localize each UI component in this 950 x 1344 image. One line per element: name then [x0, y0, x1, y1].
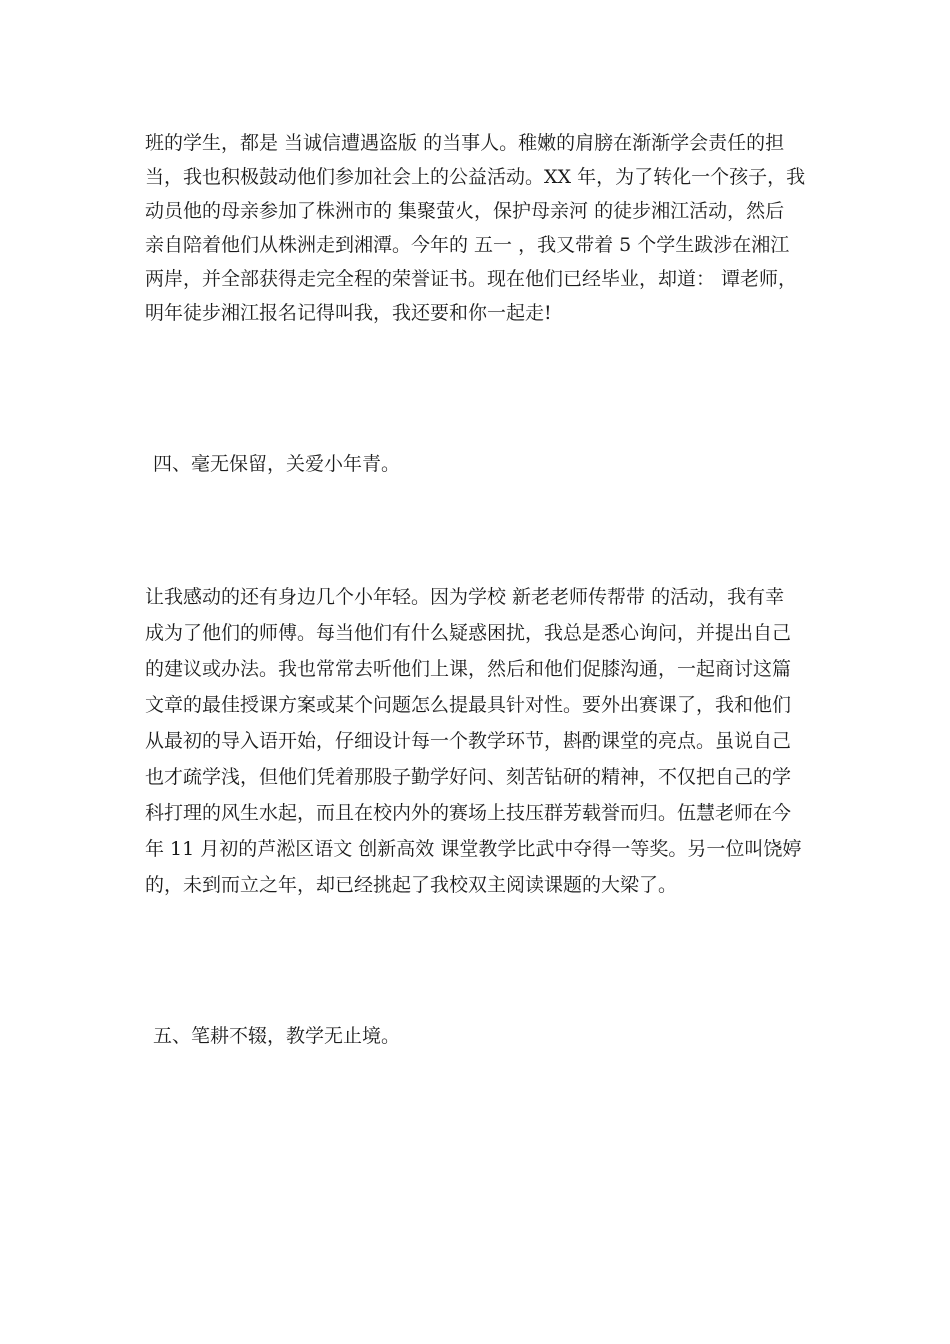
- paragraph-line: 明年徒步湘江报名记得叫我，我还要和你一起走!: [145, 302, 552, 324]
- section-heading-4: 四、毫无保留，关爱小年青。: [153, 453, 401, 475]
- section-heading-5: 五、笔耕不辍，教学无止境。: [153, 1025, 401, 1047]
- paragraph-line: 让我感动的还有身边几个小年轻。因为学校 新老老师传帮带 的活动，我有幸: [145, 586, 785, 608]
- paragraph-line: 班的学生，都是 当诚信遭遇盗版 的当事人。稚嫩的肩膀在渐渐学会责任的担: [145, 132, 785, 154]
- paragraph-line: 两岸，并全部获得走完全程的荣誉证书。现在他们已经毕业，却道： 谭老师，: [145, 268, 798, 290]
- paragraph-line: 亲自陪着他们从株洲走到湘潭。今年的 五一 ，我又带着 5 个学生跋涉在湘江: [145, 234, 790, 256]
- paragraph-line: 科打理的风生水起，而且在校内外的赛场上技压群芳载誉而归。伍慧老师在今: [145, 802, 792, 824]
- paragraph-line: 文章的最佳授课方案或某个问题怎么提最具针对性。要外出赛课了，我和他们: [145, 694, 792, 716]
- paragraph-line: 动员他的母亲参加了株洲市的 集聚萤火，保护母亲河 的徒步湘江活动，然后: [145, 200, 785, 222]
- paragraph-line: 年 11 月初的芦淞区语文 创新高效 课堂教学比武中夺得一等奖。另一位叫饶婷: [145, 838, 802, 860]
- paragraph-line: 成为了他们的师傅。每当他们有什么疑惑困扰，我总是悉心询问，并提出自己: [145, 622, 792, 644]
- paragraph-line: 的建议或办法。我也常常去听他们上课，然后和他们促膝沟通，一起商讨这篇: [145, 658, 792, 680]
- paragraph-line: 的，未到而立之年，却已经挑起了我校双主阅读课题的大梁了。: [145, 874, 678, 896]
- paragraph-line: 当，我也积极鼓动他们参加社会上的公益活动。XX 年，为了转化一个孩子，我: [145, 166, 806, 188]
- paragraph-line: 也才疏学浅，但他们凭着那股子勤学好问、刻苦钻研的精神，不仅把自己的学: [145, 766, 792, 788]
- paragraph-line: 从最初的导入语开始，仔细设计每一个教学环节，斟酌课堂的亮点。虽说自己: [145, 730, 792, 752]
